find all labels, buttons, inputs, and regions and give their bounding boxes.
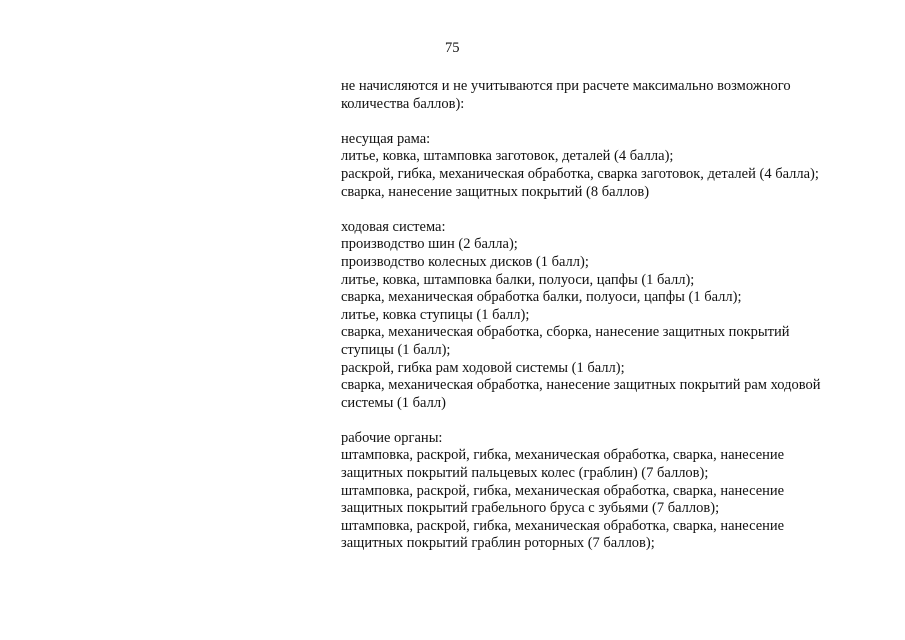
text-line: раскрой, гибка, механическая обработка, сварка заготовок, деталей (4 балла);: [341, 165, 819, 182]
intro-paragraph: [341, 78, 861, 113]
page-number: 75: [445, 40, 460, 56]
text-line: производство шин (2 балла);: [341, 236, 518, 253]
spacer: [341, 113, 861, 131]
section-heading: рабочие органы:: [341, 429, 443, 446]
text-line: количества баллов):: [341, 95, 465, 112]
text-line: производство колесных дисков (1 балл);: [341, 253, 589, 270]
text-line: сварка, механическая обработка, сборка, нанесение защитных покрытий: [341, 324, 790, 341]
text-line: защитных покрытий пальцевых колес (граблин) (7 баллов);: [341, 465, 709, 482]
text-line: штамповка, раскрой, гибка, механическая обработка, сварка, нанесение: [341, 447, 785, 464]
text-line: защитных покрытий граблин роторных (7 баллов);: [341, 535, 655, 552]
text-line: штамповка, раскрой, гибка, механическая обработка, сварка, нанесение: [341, 482, 785, 499]
section-running-gear: [341, 219, 861, 413]
text-line: раскрой, гибка рам ходовой системы (1 балл);: [341, 359, 625, 376]
text-line: литье, ковка ступицы (1 балл);: [341, 306, 530, 323]
document-body: [341, 78, 861, 553]
text-line: защитных покрытий грабельного бруса с зубьями (7 баллов);: [341, 500, 720, 517]
text-line: литье, ковка, штамповка заготовок, деталей (4 балла);: [341, 148, 674, 165]
text-line: системы (1 балл): [341, 394, 446, 411]
section-working-parts: [341, 430, 861, 553]
text-line: литье, ковка, штамповка балки, полуоси, цапфы (1 балл);: [341, 271, 695, 288]
section-heading: несущая рама:: [341, 130, 431, 147]
text-line: сварка, механическая обработка балки, полуоси, цапфы (1 балл);: [341, 289, 742, 306]
text-line: ступицы (1 балл);: [341, 341, 451, 358]
spacer: [341, 201, 861, 219]
section-load-bearing-frame: [341, 131, 861, 201]
text-line: не начисляются и не учитываются при расчете максимально возможного: [341, 78, 791, 94]
spacer: [341, 412, 861, 430]
text-line: сварка, механическая обработка, нанесение защитных покрытий рам ходовой: [341, 377, 821, 394]
text-line: штамповка, раскрой, гибка, механическая обработка, сварка, нанесение: [341, 517, 785, 534]
text-line: сварка, нанесение защитных покрытий (8 баллов): [341, 183, 650, 200]
section-heading: ходовая система:: [341, 218, 446, 235]
